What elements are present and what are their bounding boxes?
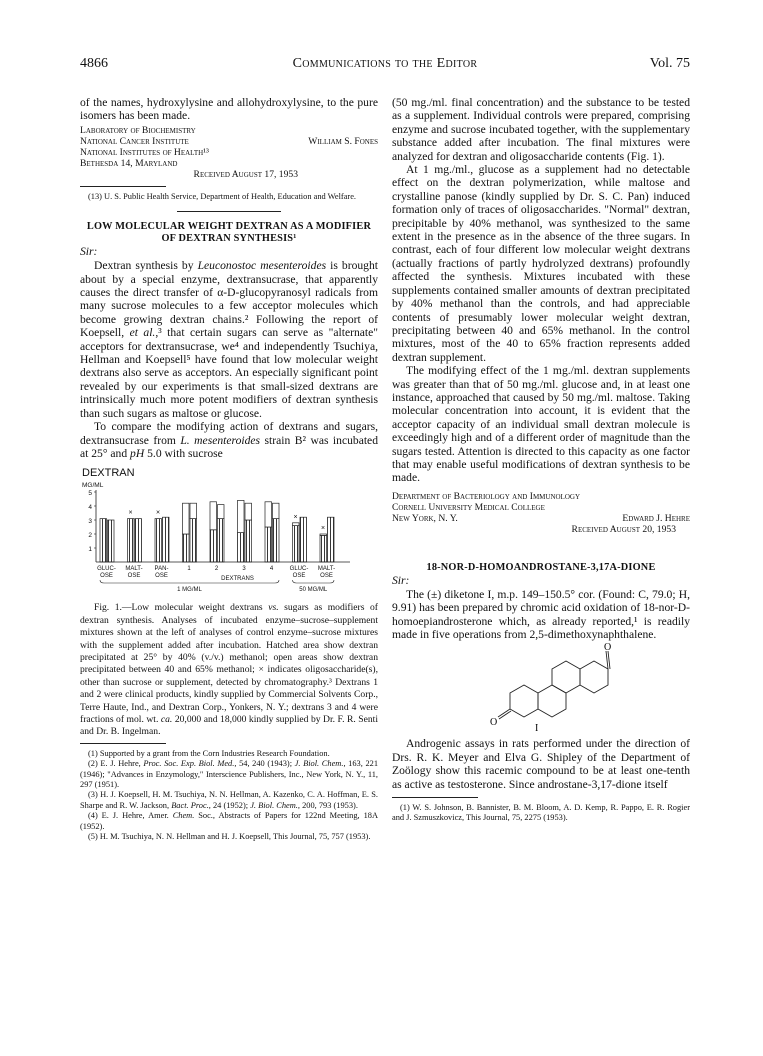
- bar-open: [245, 504, 252, 521]
- bar-hatched: [218, 519, 225, 562]
- bar-hatched: [328, 518, 335, 563]
- x-tick-label: OSE: [155, 573, 168, 580]
- footnote-1: (1) W. S. Johnson, B. Bannister, B. M. Bloom, A. D. Kemp, R. Pappo, E. R. Rogier and J. Szmuszkovicz, This Journal, 75, 2275 (1953).: [392, 803, 690, 823]
- body-paragraph: The (±) diketone I, m.p. 149–150.5° cor. (Found: C, 79.0; H, 9.91) has been prepared by chromic acid oxidation of 18-nor-D-homoepiandrosterone which, as already reported,¹ is readily made in five operations from 2,5-dimethoxynaphthalene.: [392, 587, 690, 641]
- y-tick-label: 5: [88, 490, 92, 498]
- bar-open: [210, 502, 217, 530]
- struct-oxygen-top: O: [604, 642, 612, 654]
- salutation-2: Sir:: [392, 573, 410, 587]
- bar-open: [183, 504, 190, 535]
- bar-hatched: [265, 527, 272, 562]
- x-tick-label: 3: [242, 566, 246, 573]
- bar-open: [218, 505, 225, 519]
- oligosaccharide-marker: ×: [128, 509, 133, 517]
- x-tick-label: 4: [269, 566, 274, 573]
- bar-hatched: [155, 519, 162, 562]
- footnote-13: (13) U. S. Public Health Service, Department of Health, Education and Welfare.: [88, 191, 357, 201]
- group-bracket: [293, 580, 335, 583]
- journal-section-title: Communications to the Editor: [292, 56, 478, 71]
- article-divider: [177, 211, 281, 212]
- x-tick-label: GLUC-: [97, 566, 116, 573]
- y-tick-label: 2: [88, 532, 92, 540]
- x-tick-label: GLUC-: [289, 566, 309, 573]
- affiliation-line: Department of Bacteriology and Immunology: [392, 490, 580, 502]
- bar-open: [238, 501, 245, 533]
- salutation: Sir:: [80, 245, 98, 259]
- bar-hatched: [100, 519, 107, 562]
- author-name: Edward J. Hehre: [622, 512, 690, 524]
- figure-caption: Fig. 1.—Low molecular weight dextrans vs. sugars as modifiers of dextran synthesis. Analyses of incubated enzyme–sucrose–supplement mixtures shown at the left of analyses of control enzyme–sucrose mixtures with the supplement added after incubation. Hatched area show dextran precipitated at 25° by 40% (v./v.) methanol; open areas show dextran precipitated between 40 and 65% methanol; × indicates oligosaccharide(s), other than sucrose or supplement, detected by chromatography.³ Dextrans 1 and 2 were clinical products, kindly supplied by Commercial Solvents Corp., Terre Haute, Ind., and Dextran Corp., Yonkers, N. Y.; dextrans 3 and 4 were fractions of mol. wt. ca. 20,000 and 18,000 kindly supplied by Dr. F. R. Senti and Dr. B. Ingelman.: [80, 602, 379, 738]
- received-date: Received August 20, 1953: [571, 523, 676, 535]
- body-paragraph: At 1 mg./ml., glucose as a supplement had no detectable effect on the dextran polymerization, while maltose and crystalline panose (kindly supplied by Dr. S. C. Pan) induced formation only of traces of oligosaccharides. "Normal" dextran, precipitable by 40% methanol, was synthesized to the same extent in the presence as in the absence of the three sugars. In contrast, each of four different low molecular weight dextrans (actually fractions of partly hydrolyzed dextrans) profoundly affected the synthesis. Mixtures incubated with these supplements contained smaller amounts of dextran precipitated by 40% methanol than the controls, and had appreciable contents of presumably lower molecular weight dextran, precipitating between 40 and 65% methanol. In the control mixtures, most of the 40 to 65% fraction represents added dextran supplement.: [392, 163, 690, 364]
- bar-hatched: [300, 518, 307, 563]
- affiliation-line-with-author: [80, 136, 378, 147]
- oligosaccharide-marker: ×: [320, 525, 326, 533]
- affiliation-line: Cornell University Medical College: [392, 501, 545, 513]
- bar-hatched: [293, 526, 300, 562]
- struct-compound-label: I: [535, 723, 539, 734]
- bar-hatched: [128, 519, 135, 562]
- footnote: (3) H. J. Koepsell, H. M. Tsuchiya, N. N. Hellman, A. Kazenko, C. A. Hoffman, E. S. Sharpe and R. W. Jackson, Bact. Proc., 24 (1952); J. Biol. Chem., 200, 793 (1953).: [80, 790, 378, 810]
- x-tick-label: 1: [187, 566, 191, 573]
- footnote: (4) E. J. Hehre, Amer. Chem. Soc., Abstracts of Papers for 122nd Meeting, 18A (1952).: [80, 811, 378, 831]
- body-paragraph: To compare the modifying action of dextrans and sugars, dextransucrase from L. mesenteroides strain B² was incubated at 25° and pH 5.0 with sucrose: [80, 420, 379, 460]
- affiliation-line: Laboratory of Biochemistry: [80, 124, 196, 136]
- article-title-2: 18-NOR-D-HOMOANDROSTANE-3,17A-DIONE: [426, 561, 656, 573]
- affiliation-line: Bethesda 14, Maryland: [80, 157, 178, 169]
- bar-hatched: [163, 518, 170, 563]
- y-tick-label: 4: [88, 504, 92, 512]
- chart-title: DEXTRAN: [82, 467, 135, 480]
- x-tick-label: PAN-: [154, 566, 169, 573]
- volume-label: Vol. 75: [649, 56, 690, 71]
- chemical-structure-I: [392, 641, 690, 733]
- bar-hatched: [320, 536, 327, 563]
- footnotes: [80, 749, 378, 843]
- body-paragraph: Dextran synthesis by Leuconostoc mesenteroides is brought about by a special enzyme, dextransucrase, that apparently causes the direct transfer of α-D-glucopyranosyl radicals from many sucrose molecules to a few acceptor molecules which become growing dextran chains.² Following the report of Koepsell, et al.,³ that certain sugars can serve as "alternate" acceptors for dextransucrase, we⁴ and independently Tsuchiya, Hellman and Koepsell⁵ have found that low molecular weight dextrans also serve as acceptors. An especially significant point revealed by our experiments is that small-sized dextrans are intrinsically much more potent modifiers of dextran synthesis than such sugars as maltose or glucose.: [80, 259, 379, 420]
- oligosaccharide-marker: ×: [293, 514, 298, 522]
- y-axis-label: MG/ML: [82, 482, 104, 490]
- affiliation-line-with-author: [392, 513, 690, 524]
- group-label: 1 MG/ML: [177, 587, 202, 594]
- affiliation-line: New York, N. Y.: [392, 512, 458, 524]
- bar-hatched: [135, 519, 142, 562]
- x-tick-label: OSE: [127, 573, 141, 580]
- bar-open: [320, 534, 327, 535]
- footnote-divider: [392, 797, 478, 798]
- group-label: 50 MG/ML: [299, 587, 328, 594]
- bar-hatched: [245, 520, 252, 562]
- x-tick-label: MALT-: [317, 566, 336, 573]
- right-column: [392, 96, 690, 824]
- struct-oxygen-bottom: O: [490, 717, 498, 729]
- bar-open: [273, 504, 280, 519]
- group-label-dextrans: DEXTRANS: [221, 576, 254, 583]
- affiliation-block-2: [392, 491, 690, 524]
- y-tick-label: 1: [88, 546, 92, 554]
- footnote-divider: [80, 743, 166, 744]
- x-tick-label: 2: [214, 566, 219, 573]
- bar-open: [293, 523, 300, 526]
- oligosaccharide-marker: ×: [155, 509, 161, 517]
- bar-hatched: [210, 530, 217, 562]
- page-header: [80, 56, 690, 76]
- footnote: (5) H. M. Tsuchiya, N. N. Hellman and H. J. Koepsell, This Journal, 75, 757 (1953).: [88, 832, 371, 842]
- x-tick-label: OSE: [320, 573, 333, 580]
- bar-open: [265, 502, 272, 527]
- footnote: (2) E. J. Hehre, Proc. Soc. Exp. Biol. Med., 54, 240 (1943); J. Biol. Chem., 163, 221 (1946); "Advances in Enzymology," Interscience Publishers, Inc., New York, N. Y., 11, 297 (1951).: [80, 759, 379, 789]
- x-tick-label: OSE: [292, 573, 306, 580]
- structure-svg: [392, 641, 690, 733]
- y-tick-label: 3: [88, 518, 92, 526]
- bar-hatched: [190, 519, 197, 562]
- bar-hatched: [183, 534, 190, 562]
- bar-hatched: [273, 519, 280, 562]
- footnote-divider: [80, 186, 166, 187]
- continued-text: of the names, hydroxylysine and allohydroxylysine, to the pure isomers has been made.: [80, 96, 378, 123]
- footnote: (1) Supported by a grant from the Corn Industries Research Foundation.: [88, 748, 330, 758]
- chart-svg: [80, 462, 378, 602]
- bar-hatched: [108, 520, 115, 562]
- body-paragraph: The modifying effect of the 1 mg./ml. dextran supplements was greater than that of 50 mg./ml. glucose and, in at least one instance, approached that caused by 50 mg./ml. maltose. Taking molecular concentration into account, it is evident that the acceptor capacity of an individual small dextran molecule is exceedingly high and of a different order of magnitude than the sugars tested. Attention is directed to this capacity as one factor that may enable useful modifications of dextran synthesis to be made.: [392, 364, 690, 485]
- page-number: 4866: [80, 56, 108, 71]
- x-tick-label: OSE: [100, 573, 113, 580]
- author-name: William S. Fones: [308, 135, 378, 147]
- affiliation-block-1: [80, 125, 378, 169]
- left-column: [80, 96, 378, 842]
- x-tick-label: MALT-: [125, 566, 143, 573]
- body-paragraph: (50 mg./ml. final concentration) and the substance to be tested as a supplement. Individual controls were prepared, comprising enzyme and sucrose incubated together, with the supplementary substance added after incubation. The final mixtures were analyzed for dextran and oligosaccharide contents (Fig. 1).: [392, 96, 690, 163]
- received-date: Received August 17, 1953: [193, 168, 298, 180]
- affiliation-line: National Institutes of Health¹³: [80, 146, 209, 158]
- bar-hatched: [238, 533, 245, 562]
- figure-1-chart: [80, 462, 378, 602]
- article-title: LOW MOLECULAR WEIGHT DEXTRAN AS A MODIFIER OF DEXTRAN SYNTHESIS¹: [86, 221, 372, 245]
- body-paragraph: Androgenic assays in rats performed under the direction of Drs. R. K. Meyer and Elva G. Shipley of the Department of Zoölogy show this racemic compound to be at least one-tenth as active as testosterone. Since androstane-3,17-dione itself: [392, 737, 690, 791]
- bar-open: [190, 504, 197, 519]
- affiliation-line: National Cancer Institute: [80, 135, 189, 147]
